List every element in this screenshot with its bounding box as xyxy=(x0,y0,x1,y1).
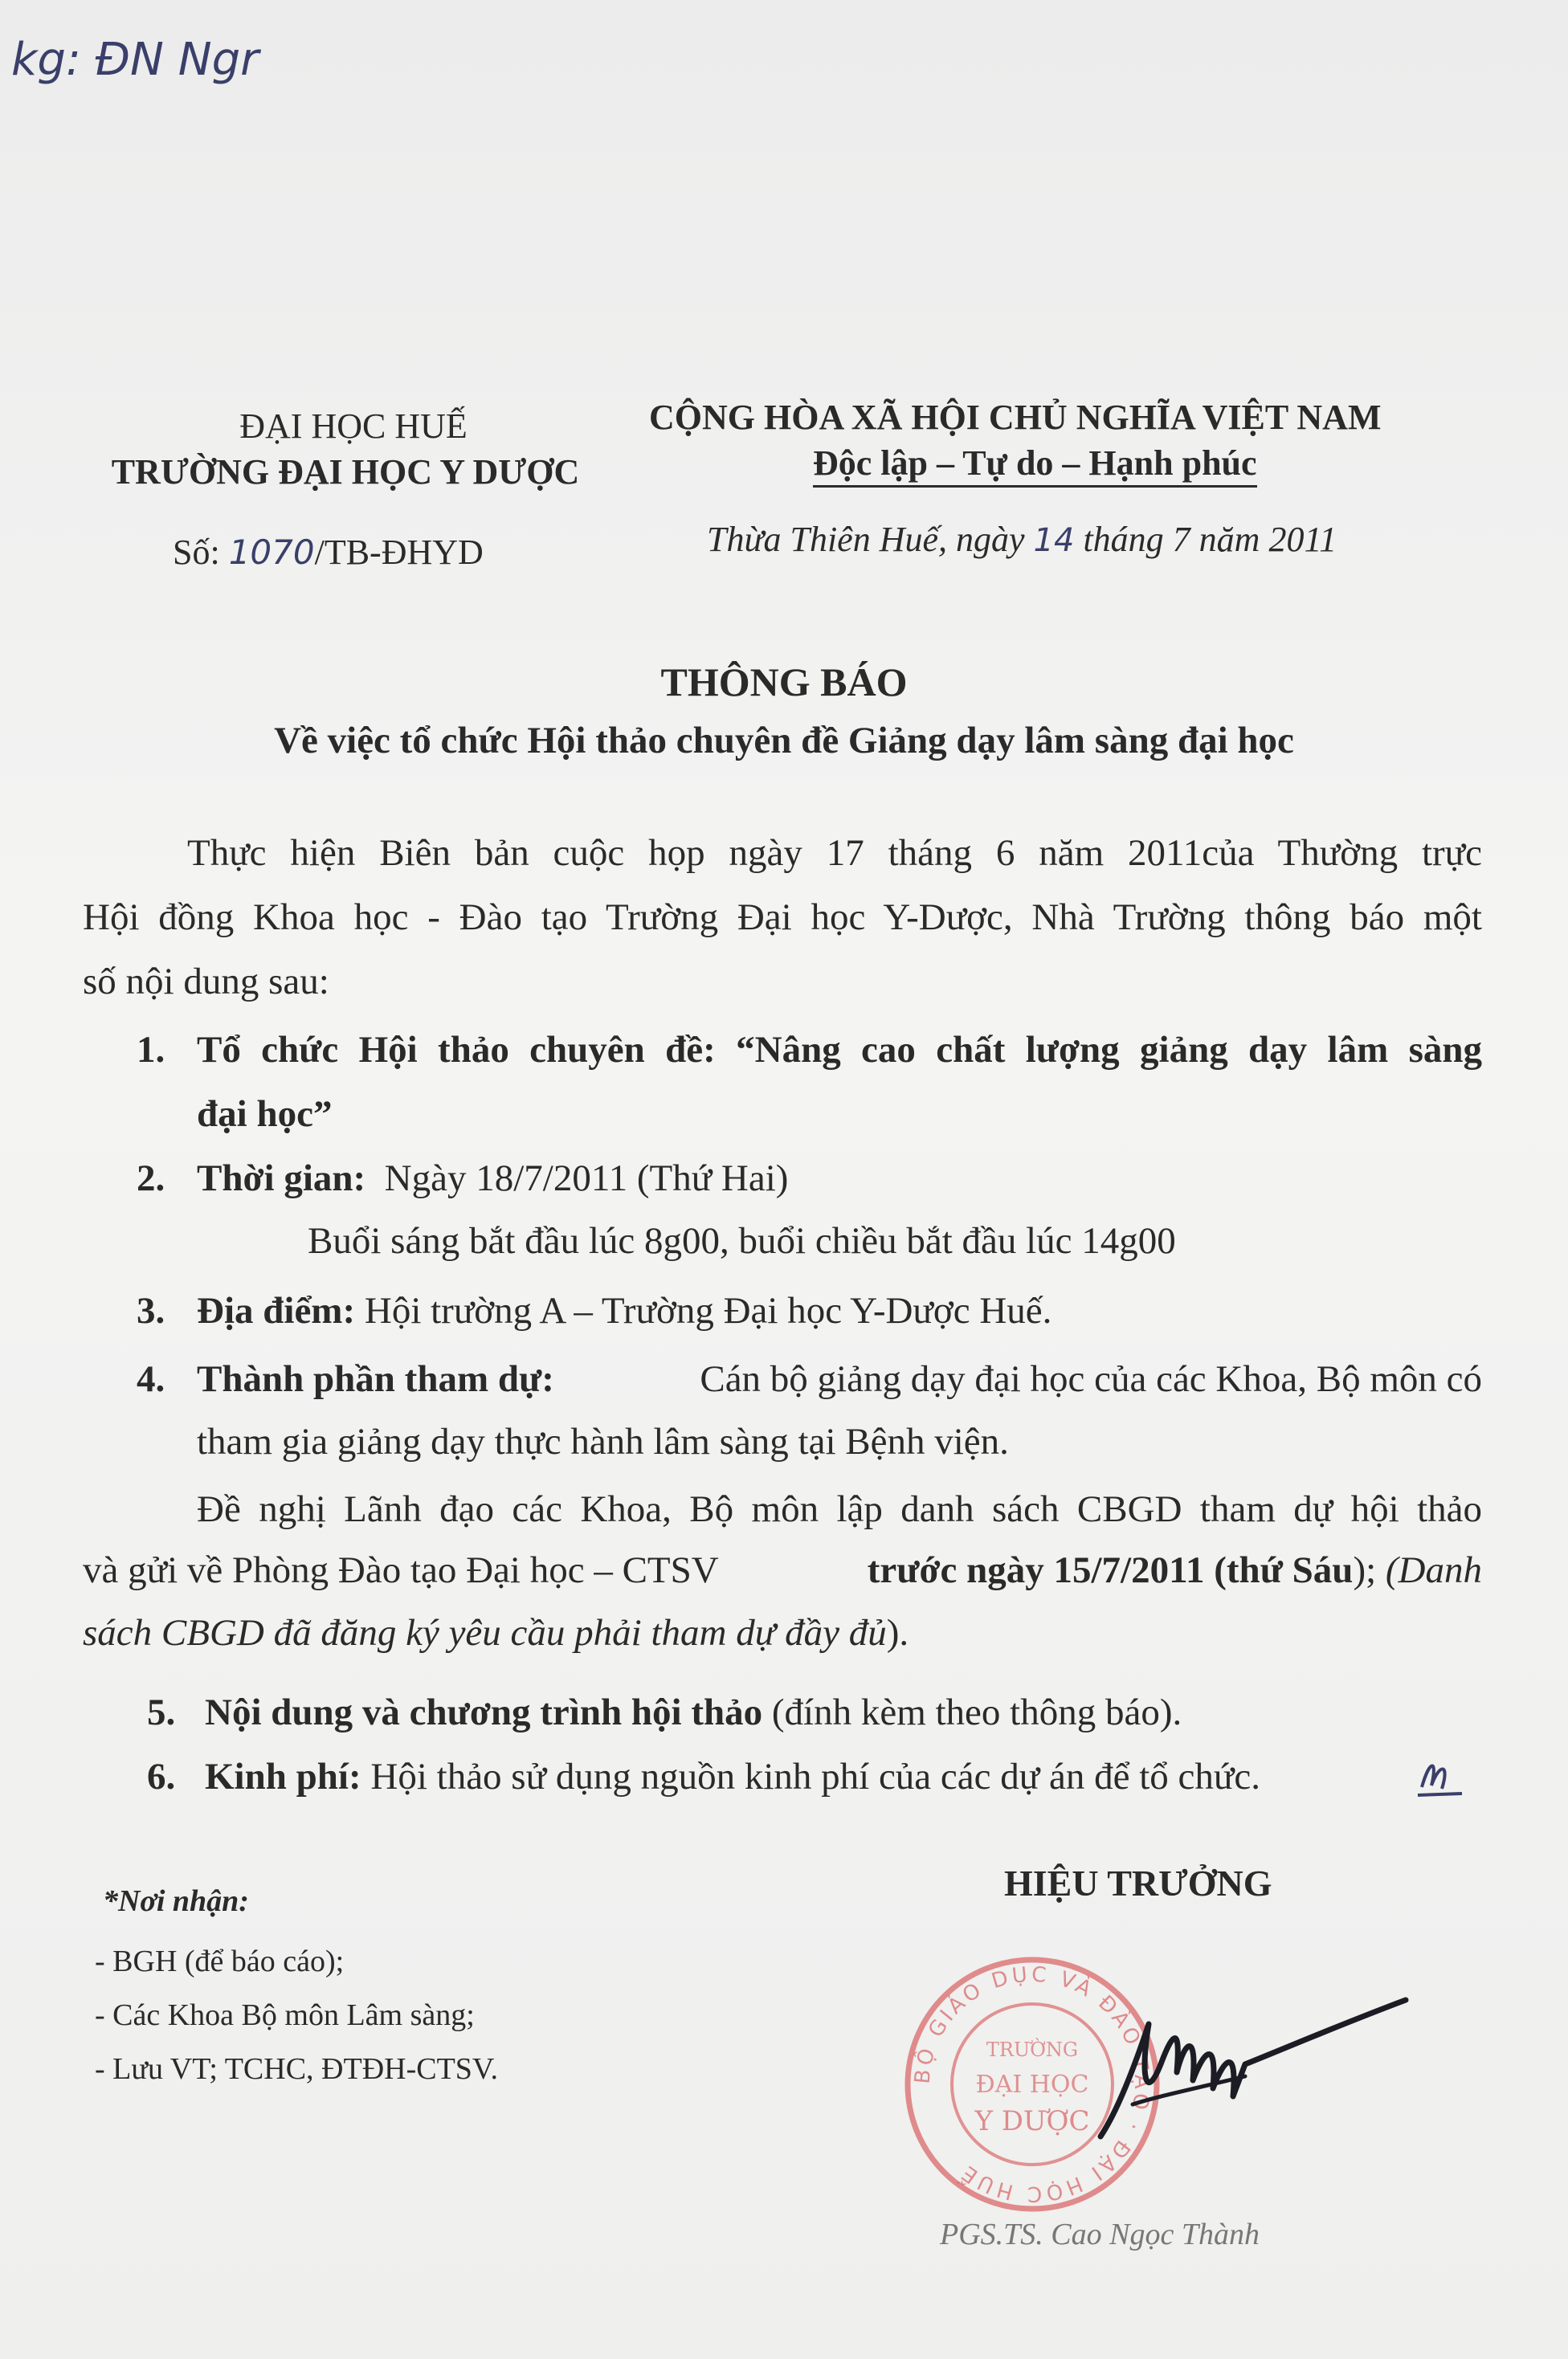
item-3-label: Địa điểm: xyxy=(197,1290,356,1332)
item-3-text: Hội trường A – Trường Đại học Y-Dược Huế. xyxy=(364,1290,1052,1332)
intro-line-3: số nội dung sau: xyxy=(83,961,329,1002)
number-label: Số: xyxy=(173,533,220,572)
intro-line-1: Thực hiện Biên bản cuộc họp ngày 17 tháng 6 năm 2011của Thường trực xyxy=(187,832,1482,874)
item-5-text: (đính kèm theo thông báo). xyxy=(771,1692,1182,1733)
request-line-3-a: sách CBGD đã đăng ký yêu cầu phải tham dự đầy đủ xyxy=(83,1612,887,1654)
request-deadline: trước ngày 15/7/2011 (thứ Sáu xyxy=(867,1549,1354,1591)
item-6-number: 6. xyxy=(147,1756,176,1798)
notice-title: THÔNG BÁO xyxy=(660,659,908,704)
item-2-label: Thời gian: xyxy=(197,1157,366,1199)
item-1-line-2: đại học” xyxy=(197,1093,333,1135)
initial-mark xyxy=(1414,1755,1470,1803)
item-6-text: Hội thảo sử dụng nguồn kinh phí của các dự án để tổ chức. xyxy=(370,1756,1260,1798)
document-number xyxy=(173,532,484,573)
item-4-line-2: tham gia giảng dạy thực hành lâm sàng tại Bệnh viện. xyxy=(197,1421,1009,1463)
item-1-line-1: Tổ chức Hội thảo chuyên đề: “Nâng cao chất lượng giảng dạy lâm sàng xyxy=(197,1029,1482,1071)
item-3-line xyxy=(197,1289,1051,1333)
item-2-text: Ngày 18/7/2011 (Thứ Hai) xyxy=(384,1157,789,1199)
stamp-inner-3: Y DƯỢC xyxy=(974,2105,1090,2137)
item-2-line-1 xyxy=(197,1157,788,1200)
stamp-inner-1: TRƯỜNG xyxy=(986,2039,1079,2061)
stamp-outer-text: BỘ GIÁO DỤC VÀ ĐÀO TẠO · ĐẠI HỌC HUẾ xyxy=(910,1962,1154,2206)
item-1-number: 1. xyxy=(137,1029,165,1071)
request-line-2-a: và gửi về Phòng Đào tạo Đại học – CTSV xyxy=(83,1549,719,1591)
request-line-3-b: ). xyxy=(886,1612,909,1654)
margin-note: kg: ĐN Ngr xyxy=(11,34,259,86)
signer-name: PGS.TS. Cao Ngọc Thành xyxy=(940,2218,1260,2251)
request-line-2-c: ); xyxy=(1353,1549,1377,1591)
item-2-number: 2. xyxy=(137,1157,165,1199)
recipient-3: - Lưu VT; TCHC, ĐTĐH-CTSV. xyxy=(95,2052,498,2086)
country-name: CỘNG HÒA XÃ HỘI CHỦ NGHĨA VIỆT NAM xyxy=(649,398,1382,437)
signer-role: HIỆU TRƯỞNG xyxy=(1004,1863,1272,1904)
item-4-line-1 xyxy=(197,1357,1482,1401)
request-line-1: Đề nghị Lãnh đạo các Khoa, Bộ môn lập danh sách CBGD tham dự hội thảo xyxy=(197,1488,1482,1530)
item-6-label: Kinh phí: xyxy=(205,1756,361,1798)
item-4-label: Thành phần tham dự: xyxy=(197,1358,554,1400)
number-handwritten: 1070 xyxy=(228,533,315,572)
university-name: ĐẠI HỌC HUẾ xyxy=(239,406,468,446)
date-suffix: tháng 7 năm 2011 xyxy=(1083,520,1337,559)
item-2-line-2: Buổi sáng bắt đầu lúc 8g00, buổi chiều bắt đầu lúc 14g00 xyxy=(308,1220,1176,1262)
recipients-title: *Nơi nhận: xyxy=(103,1884,249,1918)
request-line-2 xyxy=(83,1549,1482,1592)
issue-date xyxy=(707,519,1337,560)
school-name: TRƯỜNG ĐẠI HỌC Y DƯỢC xyxy=(111,452,580,492)
recipient-2: - Các Khoa Bộ môn Lâm sàng; xyxy=(95,1998,475,2032)
item-4-number: 4. xyxy=(137,1358,165,1400)
date-prefix: Thừa Thiên Huế, ngày xyxy=(707,520,1025,559)
item-6-line xyxy=(205,1755,1260,1798)
recipient-1: - BGH (để báo cáo); xyxy=(95,1945,345,1978)
item-3-number: 3. xyxy=(137,1290,165,1332)
notice-subtitle: Về việc tổ chức Hội thảo chuyên đề Giảng dạy lâm sàng đại học xyxy=(274,720,1294,761)
request-line-3 xyxy=(83,1611,909,1655)
stamp-inner-2: ĐẠI HỌC xyxy=(975,2071,1089,2099)
item-5-label: Nội dung và chương trình hội thảo xyxy=(205,1692,763,1733)
intro-line-2: Hội đồng Khoa học - Đào tạo Trường Đại học Y-Dược, Nhà Trường thông báo một xyxy=(83,896,1482,938)
motto: Độc lập – Tự do – Hạnh phúc xyxy=(813,443,1257,488)
date-day-handwritten: 14 xyxy=(1033,522,1075,559)
handwritten-signature xyxy=(1084,1976,1422,2153)
number-code: /TB-ĐHYD xyxy=(314,533,484,572)
request-line-2-d: (Danh xyxy=(1385,1549,1482,1591)
item-4-text: Cán bộ giảng dạy đại học của các Khoa, Bộ môn có xyxy=(700,1358,1482,1400)
item-5-line xyxy=(205,1691,1182,1734)
item-5-number: 5. xyxy=(147,1692,176,1733)
